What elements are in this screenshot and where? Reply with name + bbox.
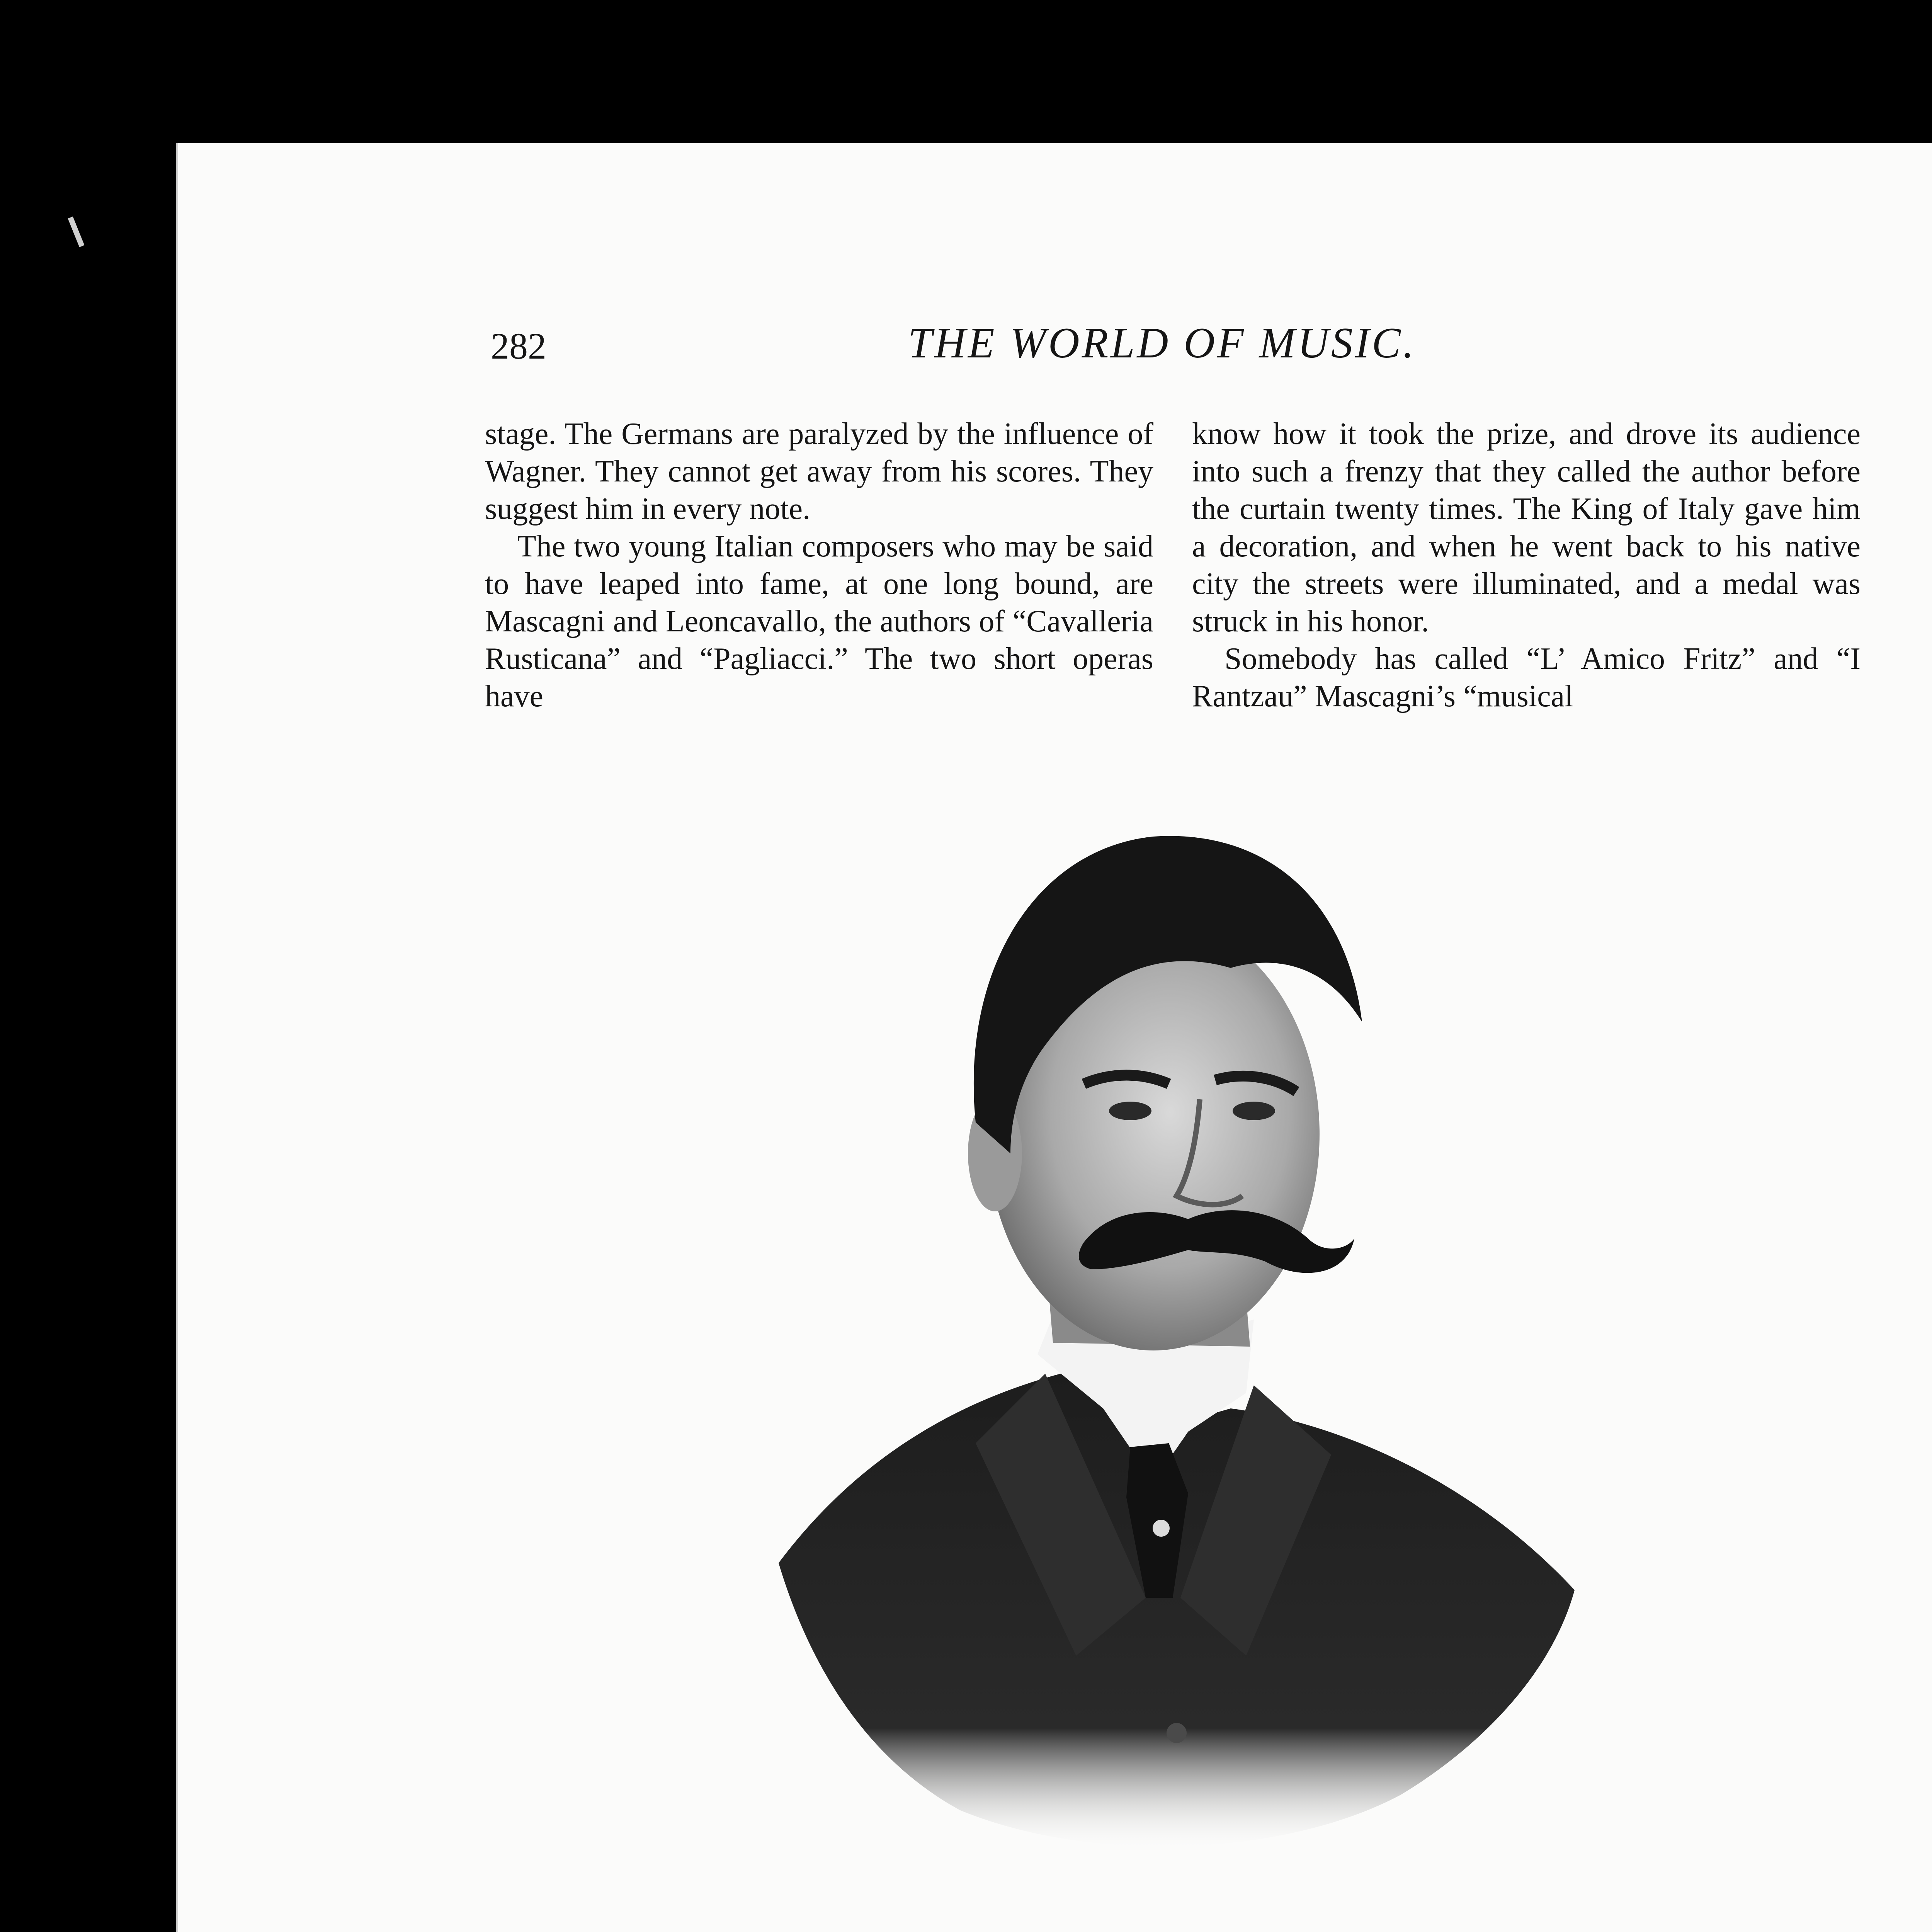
running-head (491, 319, 1841, 379)
portrait-arrigo-boito (744, 806, 1609, 1872)
journal-title: THE WORLD OF MUSIC. (908, 319, 1416, 367)
top-right-column (1192, 415, 1861, 715)
page-number: 282 (491, 325, 546, 367)
top-left-column (485, 415, 1153, 715)
paragraph: Somebody has called “L’ Amico Fritz” and “I Rantzau” Mascagni’s “musical (1192, 642, 1861, 713)
paragraph: know how it took the prize, and drove its audience into such a frenzy that they called the author before the curtain twenty times. The King of Italy gave him a decoration, and when he went back to his native city the streets were illuminated, and a medal was struck in his honor. (1192, 417, 1861, 638)
paragraph: The two young Italian composers who may be said to have leaped into fame, at one long bound, are Mascagni and Leoncavallo, the authors of “Cavalleria Rusticana” and “Pagliacci.” The two short operas have (485, 529, 1153, 713)
scan-edge-mark (68, 216, 85, 247)
paragraph: stage. The Germans are paralyzed by the influence of Wagner. They cannot get away from his scores. They suggest him in every note. (485, 417, 1153, 526)
